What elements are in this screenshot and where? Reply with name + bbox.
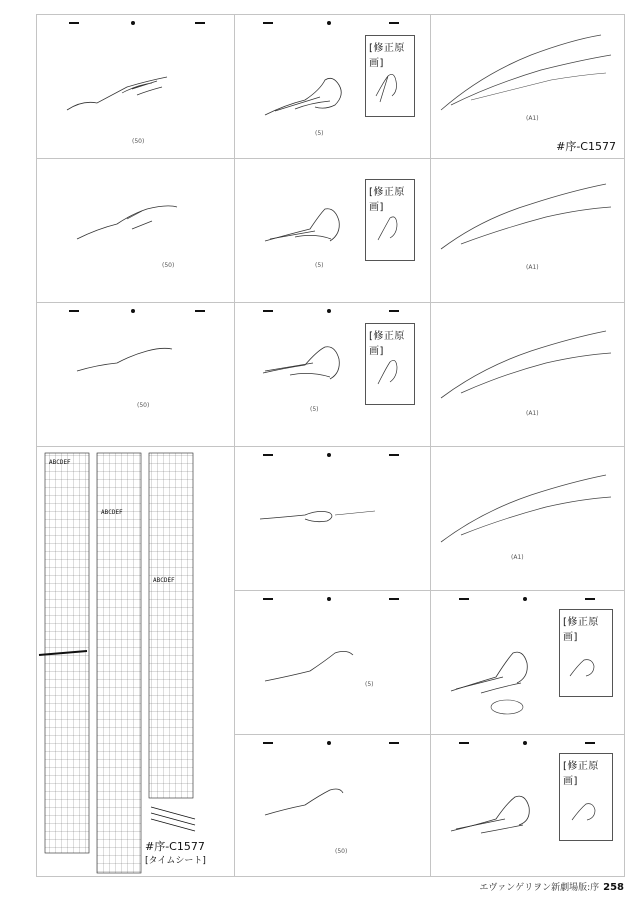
page-footer xyxy=(479,880,624,893)
revision-sketch xyxy=(560,754,612,840)
drawing-sheet xyxy=(234,302,431,447)
drawing-sheet xyxy=(36,14,235,159)
effect-sketch xyxy=(431,447,626,592)
revision-box xyxy=(365,179,415,261)
key-drawing-sketch xyxy=(37,159,236,304)
svg-text:(50): (50) xyxy=(132,138,145,145)
revision-label: [修正原画] xyxy=(369,187,405,213)
drawing-sheet xyxy=(430,446,625,591)
drawing-sheet xyxy=(234,446,431,591)
timesheet-caption: [タイムシート] xyxy=(145,856,206,866)
drawing-sheet xyxy=(430,302,625,447)
revision-sketch xyxy=(366,180,414,260)
timesheet-cut-label: #序-C1577 xyxy=(145,840,205,853)
svg-text:(50): (50) xyxy=(137,402,150,409)
drawing-sheet xyxy=(430,158,625,303)
svg-text:(A1): (A1) xyxy=(526,115,539,122)
svg-text:(A1): (A1) xyxy=(526,410,539,417)
drawing-sheet xyxy=(36,302,235,447)
revision-box xyxy=(559,753,613,841)
svg-text:(5): (5) xyxy=(315,262,324,269)
revision-label: [修正原画] xyxy=(563,617,599,643)
revision-sketch xyxy=(366,324,414,404)
drawing-sheet xyxy=(234,590,431,735)
timesheet-column-header: ABCDEF xyxy=(153,577,175,584)
revision-label: [修正原画] xyxy=(369,43,405,69)
drawing-sheet xyxy=(234,14,431,159)
key-drawing-sketch xyxy=(235,447,432,592)
key-drawing-sketch xyxy=(37,15,236,160)
revision-sketch xyxy=(560,610,612,696)
drawing-sheet xyxy=(234,734,431,877)
timesheet-column-header: ABCDEF xyxy=(101,509,123,516)
svg-text:(5): (5) xyxy=(315,130,324,137)
revision-box xyxy=(559,609,613,697)
svg-text:(A1): (A1) xyxy=(511,554,524,561)
revision-box xyxy=(365,323,415,405)
drawing-sheet xyxy=(430,14,625,159)
svg-text:(5): (5) xyxy=(310,406,319,413)
svg-text:(50): (50) xyxy=(335,848,348,855)
key-drawing-sketch xyxy=(37,303,236,448)
effect-sketch xyxy=(431,303,626,448)
key-drawing-sketch xyxy=(235,735,432,878)
timesheet-column-header: ABCDEF xyxy=(49,459,71,466)
drawing-sheet xyxy=(234,158,431,303)
revision-box xyxy=(365,35,415,117)
revision-label: [修正原画] xyxy=(563,761,599,787)
drawing-sheet xyxy=(430,734,625,877)
timesheet-grid xyxy=(37,447,236,878)
svg-text:(A1): (A1) xyxy=(526,264,539,271)
drawing-sheet xyxy=(430,590,625,735)
svg-text:(50): (50) xyxy=(162,262,175,269)
running-title: エヴァンゲリヲン新劇場版:序 xyxy=(479,883,600,893)
svg-text:(5): (5) xyxy=(365,681,374,688)
key-drawing-sketch xyxy=(235,591,432,736)
revision-label: [修正原画] xyxy=(369,331,405,357)
effect-sketch xyxy=(431,159,626,304)
page-number: 258 xyxy=(603,882,624,893)
drawing-sheet xyxy=(36,158,235,303)
cut-number-label: #序-C1577 xyxy=(556,140,616,153)
timesheet-area xyxy=(36,446,235,877)
revision-sketch xyxy=(366,36,414,116)
